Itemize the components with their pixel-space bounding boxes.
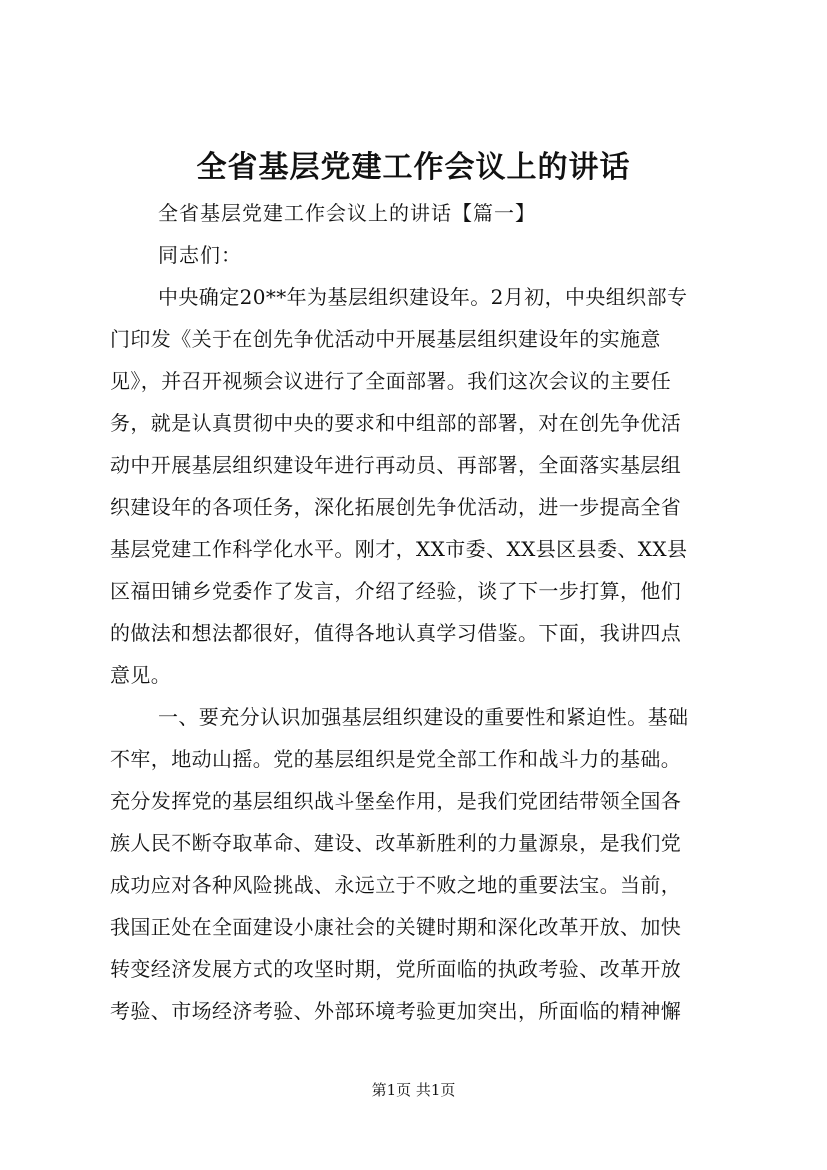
body-line: 的做法和想法都很好，值得各地认真学习借鉴。下面，我讲四点 <box>110 621 682 645</box>
body-line: 不牢，地动山摇。党的基层组织是党全部工作和战斗力的基础。 <box>110 747 682 771</box>
greeting-line: 同志们： <box>158 243 242 267</box>
document-title: 全省基层党建工作会议上的讲话 <box>196 150 631 185</box>
body-line: 充分发挥党的基层组织战斗堡垒作用，是我们党团结带领全国各 <box>110 789 682 813</box>
body-line: 务，就是认真贯彻中央的要求和中组部的部署，对在创先争优活 <box>110 411 682 435</box>
body-line: 我国正处在全面建设小康社会的关键时期和深化改革开放、加快 <box>110 915 682 939</box>
body-line: 动中开展基层组织建设年进行再动员、再部署，全面落实基层组 <box>110 453 682 477</box>
page-footer: 第1页 共1页 <box>371 1081 456 1099</box>
body-line: 基层党建工作科学化水平。刚才，XX市委、XX县区县委、XX县 <box>110 537 688 561</box>
body-line: 一、要充分认识加强基层组织建设的重要性和紧迫性。基础 <box>158 705 689 729</box>
body-line: 转变经济发展方式的攻坚时期，党所面临的执政考验、改革开放 <box>110 957 682 981</box>
body-line: 族人民不断夺取革命、建设、改革新胜利的力量源泉，是我们党 <box>110 831 682 855</box>
body-line: 织建设年的各项任务，深化拓展创先争优活动，进一步提高全省 <box>110 495 682 519</box>
document-subtitle: 全省基层党建工作会议上的讲话【篇一】 <box>158 201 536 225</box>
body-line: 意见。 <box>110 663 172 687</box>
body-line: 见》，并召开视频会议进行了全面部署。我们这次会议的主要任 <box>110 369 672 393</box>
body-line: 中央确定20**年为基层组织建设年。2月初，中央组织部专 <box>158 285 688 309</box>
body-line: 考验、市场经济考验、外部环境考验更加突出，所面临的精神懈 <box>110 999 682 1023</box>
body-line: 成功应对各种风险挑战、永远立于不败之地的重要法宝。当前， <box>110 873 682 897</box>
body-line: 区福田铺乡党委作了发言，介绍了经验，谈了下一步打算，他们 <box>110 579 682 603</box>
body-line: 门印发《关于在创先争优活动中开展基层组织建设年的实施意 <box>110 327 661 351</box>
